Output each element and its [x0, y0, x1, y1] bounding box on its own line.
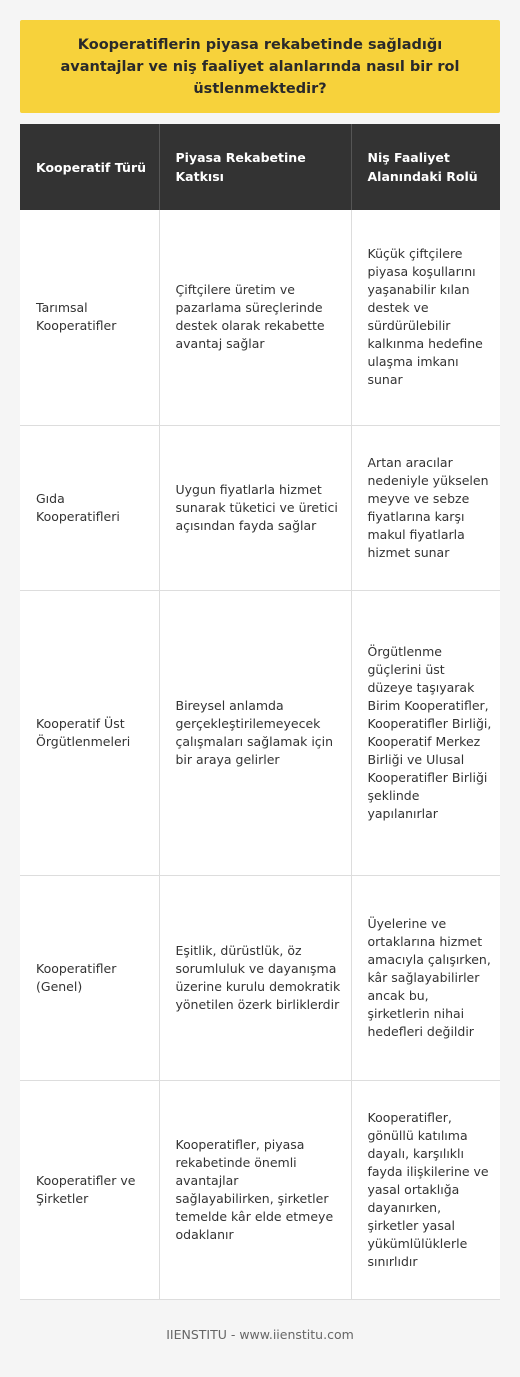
- cell-market-contribution: Çiftçilere üretim ve pazarlama süreçlerinde destek olarak rekabette avantaj sağlar: [159, 210, 351, 425]
- cell-cooperative-type: Kooperatifler (Genel): [20, 875, 159, 1080]
- table-row: [20, 1080, 500, 1299]
- cell-niche-role: Üyelerine ve ortaklarına hizmet amacıyla çalışırken, kâr sağlayabilirler ancak bu, şirketlerin nihai hedefleri değildir: [351, 875, 500, 1080]
- cell-cooperative-type: Kooperatif Üst Örgütlenmeleri: [20, 590, 159, 875]
- cell-market-contribution: Kooperatifler, piyasa rekabetinde önemli avantajlar sağlayabilirken, şirketler temelde kâr elde etmeye odaklanır: [159, 1080, 351, 1299]
- cell-market-contribution: Eşitlik, dürüstlük, öz sorumluluk ve dayanışma üzerine kurulu demokratik yönetilen özerk birliklerdir: [159, 875, 351, 1080]
- cell-cooperative-type: Gıda Kooperatifleri: [20, 425, 159, 590]
- cell-market-contribution: Bireysel anlamda gerçekleştirilemeyecek çalışmaları sağlamak için bir araya gelirler: [159, 590, 351, 875]
- table-row: [20, 425, 500, 590]
- cell-niche-role: Artan aracılar nedeniyle yükselen meyve ve sebze fiyatlarına karşı makul fiyatlarla hizmet sunar: [351, 425, 500, 590]
- table-row: [20, 210, 500, 425]
- cell-cooperative-type: Tarımsal Kooperatifler: [20, 210, 159, 425]
- cell-niche-role: Kooperatifler, gönüllü katılıma dayalı, karşılıklı fayda ilişkilerine ve yasal ortaklığa dayanırken, şirketler yasal yükümlülüklerle sınırlıdır: [351, 1080, 500, 1299]
- table-row: [20, 590, 500, 875]
- header-cell-role: Niş Faaliyet Alanındaki Rolü: [351, 124, 500, 210]
- table-body: [20, 210, 500, 1299]
- comparison-table: [20, 124, 500, 1300]
- cell-market-contribution: Uygun fiyatlarla hizmet sunarak tüketici ve üretici açısından fayda sağlar: [159, 425, 351, 590]
- header-cell-contribution: Piyasa Rekabetine Katkısı: [159, 124, 351, 210]
- page-title: Kooperatiflerin piyasa rekabetinde sağladığı avantajlar ve niş faaliyet alanlarında nasıl bir rol üstlenmektedir?: [60, 36, 460, 97]
- title-banner: [20, 20, 500, 113]
- cell-niche-role: Örgütlenme güçlerini üst düzeye taşıyarak Birim Kooperatifler, Kooperatifler Birliği, Kooperatif Merkez Birliği ve Ulusal Kooperatifler Birliği şeklinde yapılanırlar: [351, 590, 500, 875]
- header-row: [20, 124, 500, 210]
- cell-cooperative-type: Kooperatifler ve Şirketler: [20, 1080, 159, 1299]
- header-cell-type: Kooperatif Türü: [20, 124, 159, 210]
- table-header: [20, 124, 500, 210]
- table-row: [20, 875, 500, 1080]
- footer-credit: IIENSTITU - www.iienstitu.com: [166, 1327, 354, 1342]
- cell-niche-role: Küçük çiftçilere piyasa koşullarını yaşanabilir kılan destek ve sürdürülebilir kalkınma hedefine ulaşma imkanı sunar: [351, 210, 500, 425]
